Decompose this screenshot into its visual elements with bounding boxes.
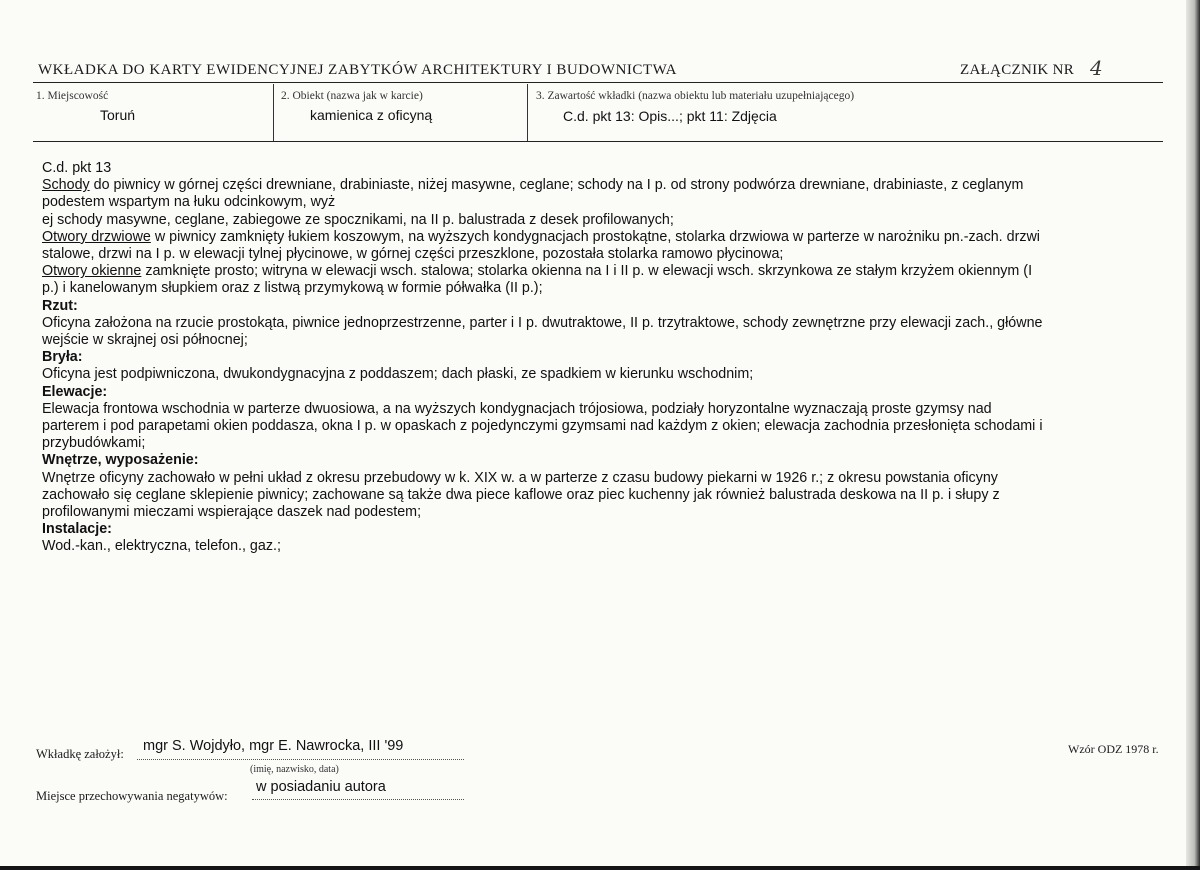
locality-value: Toruń xyxy=(100,107,136,123)
massing-heading: Bryła: xyxy=(42,349,83,366)
facades-line-2: parterem i pod parapetami okien poddasza, okna I p. w opaskach z pojedynczymi gzymsami nad każdym z okien; elewacja zachodnia przesłonięta schodami i xyxy=(42,418,1043,435)
plan-line-2: wejście w skrajnej osi północnej; xyxy=(42,332,248,349)
plan-heading: Rzut: xyxy=(42,297,78,314)
stairs-line-1 xyxy=(42,177,1132,194)
scan-edge-bottom xyxy=(0,866,1200,870)
header-rule-bottom xyxy=(33,141,1163,142)
annex-label: ZAŁĄCZNIK NR xyxy=(960,62,1075,78)
form-model-label: Wzór ODZ 1978 r. xyxy=(1068,742,1159,756)
windows-label: Otwory okienne xyxy=(42,263,142,280)
established-value: mgr S. Wojdyło, mgr E. Nawrocka, III '99 xyxy=(143,738,404,754)
storage-label: Miejsce przechowywania negatywów: xyxy=(36,789,228,803)
intro-line: C.d. pkt 13 xyxy=(42,160,112,176)
interior-line-2: zachowało się ceglane sklepienie piwnicy; zachowane są także dwa piece kaflowe oraz piec kuchenny jak również balustrada deskowa na II p. i słupy z xyxy=(42,486,1000,503)
stairs-text-1: do piwnicy w górnej części drewniane, drabiniaste, niżej masywne, ceglane; schody na I p. od strony podwórza drewniane, drabiniaste, z ceglanym xyxy=(89,177,1024,194)
header-rule-top xyxy=(33,82,1163,83)
storage-underline xyxy=(252,799,464,800)
field-divider-1 xyxy=(273,84,274,141)
installations-line-1: Wod.-kan., elektryczna, telefon., gaz.; xyxy=(42,538,281,555)
form-title: WKŁADKA DO KARTY EWIDENCYJNEJ ZABYTKÓW ARCHITEKTURY I BUDOWNICTWA xyxy=(38,62,677,78)
doors-line-1 xyxy=(42,229,1132,246)
facades-line-3: przybudówkami; xyxy=(42,435,146,452)
established-label: Wkładkę założył: xyxy=(36,747,124,761)
interior-line-3: profilowanymi mieczami wspierające daszek nad podestem; xyxy=(42,504,422,521)
description-body xyxy=(42,160,1132,556)
field-divider-2 xyxy=(527,84,528,141)
stairs-label: Schody xyxy=(42,177,90,194)
object-caption: 2. Obiekt (nazwa jak w karcie) xyxy=(281,90,423,102)
established-underline xyxy=(137,759,464,760)
windows-line-2: p.) i kanelowanym słupkiem oraz z listwą przymykową w formie półwałka (II p.); xyxy=(42,280,543,297)
interior-heading: Wnętrze, wyposażenie: xyxy=(42,452,199,469)
stairs-line-3: ej schody masywne, ceglane, zabiegowe ze spocznikami, na II p. balustrada z desek profilowanych; xyxy=(42,211,674,228)
annex-number-handwritten: 4 xyxy=(1090,56,1103,80)
stairs-line-2: podestem wspartym na łuku odcinkowym, wyż xyxy=(42,194,336,211)
storage-value: w posiadaniu autora xyxy=(256,779,386,795)
locality-caption: 1. Miejscowość xyxy=(36,90,109,102)
windows-line-1 xyxy=(42,263,1132,280)
interior-line-1: Wnętrze oficyny zachowało w pełni układ z okresu przebudowy w k. XIX w. a w parterze z czasu budowy piekarni w 1926 r.; z okresu powstania oficyny xyxy=(42,469,998,486)
contents-value: C.d. pkt 13: Opis...; pkt 11: Zdjęcia xyxy=(563,108,777,124)
scan-edge-right xyxy=(1186,0,1200,870)
doors-line-2: stalowe, drzwi na I p. w elewacji tylnej płycinowe, w górnej części przeszklone, pozostała stolarka ramowo płycinowa; xyxy=(42,246,784,263)
established-hint: (imię, nazwisko, data) xyxy=(250,764,339,775)
facades-line-1: Elewacja frontowa wschodnia w parterze dwuosiowa, a na wyższych kondygnacjach trójosiowa, podziały horyzontalne wyznaczają proste gzymsy nad xyxy=(42,400,992,417)
installations-heading: Instalacje: xyxy=(42,521,112,538)
massing-line-1: Oficyna jest podpiwniczona, dwukondygnacyjna z poddaszem; dach płaski, ze spadkiem w kierunku wschodnim; xyxy=(42,366,754,383)
object-value: kamienica z oficyną xyxy=(310,107,433,123)
facades-heading: Elewacje: xyxy=(42,383,108,400)
contents-caption: 3. Zawartość wkładki (nazwa obiektu lub materiału uzupełniającego) xyxy=(536,90,855,102)
plan-line-1: Oficyna założona na rzucie prostokąta, piwnice jednoprzestrzenne, parter i I p. dwutraktowe, II p. trzytraktowe, schody zewnętrzne przy elewacji zach., główne xyxy=(42,314,1043,331)
doors-text-1: w piwnicy zamknięty łukiem koszowym, na wyższych kondygnacjach prostokątne, stolarka drzwiowa w parterze w narożniku pn.-zach. drzwi xyxy=(150,228,1040,245)
windows-text-1: zamknięte prosto; witryna w elewacji wsch. stalowa; stolarka okienna na I i II p. w elewacji wsch. skrzynkowa ze stałym krzyżem okiennym (I xyxy=(141,263,1033,280)
doors-label: Otwory drzwiowe xyxy=(42,228,151,245)
